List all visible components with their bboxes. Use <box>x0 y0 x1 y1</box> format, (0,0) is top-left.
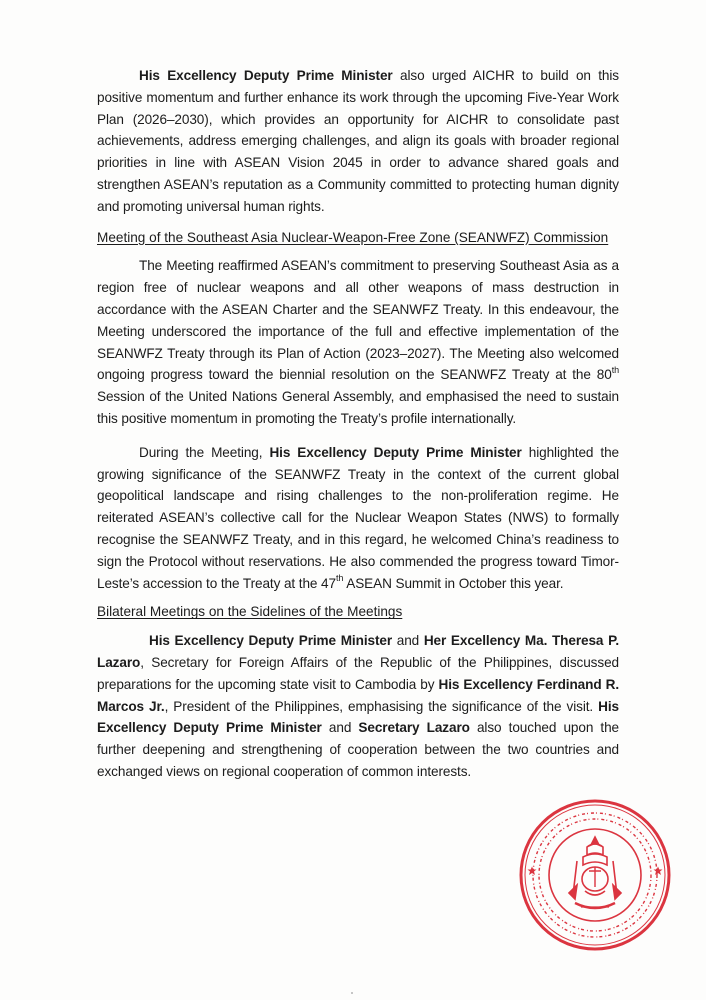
bold-title: His Excellency Deputy Prime Minister <box>139 68 393 83</box>
paragraph-text: Session of the United Nations General Assembly, and emphasised the need to sustain this positive momentum in promoting the Treaty’s profile internationally. <box>97 389 619 426</box>
bold-title: His Excellency Deputy Prime Minister <box>269 444 522 460</box>
paragraph-text: also urged AICHR to build on this positive momentum and further enhance its work through the upcoming Five-Year Work Plan (2026–2030), which provides an opportunity for AICHR to consolidate past achievements, address emerging challenges, and align its goals with broader regional priorities in line with ASEAN Vision 2045 in order to advance shared goals and strengthen ASEAN’s reputation as a Community committed to protecting human dignity and promoting universal human rights. <box>97 68 620 214</box>
official-seal-icon <box>515 795 675 955</box>
paragraph-text: , Secretary for Foreign Affairs of the Republic of the Philippines, discussed preparations for the upcoming state visit to Cambodia by <box>97 654 619 692</box>
paragraph-text: During the Meeting, <box>139 444 270 460</box>
paragraph-text: and <box>321 720 359 736</box>
page-mark <box>351 992 353 994</box>
bold-title: Her Excellency Ma. Theresa P. Lazaro <box>97 633 619 670</box>
bold-title: His Excellency Deputy Prime Minister <box>97 698 619 736</box>
paragraph-seanwfz-highlights <box>97 442 619 595</box>
superscript: th <box>335 573 344 583</box>
paragraph-aichr <box>97 65 619 218</box>
document-body <box>97 65 619 783</box>
superscript: th <box>611 364 619 375</box>
bold-title: Secretary Lazaro <box>358 720 470 736</box>
bold-title: His Excellency Ferdinand R. Marcos Jr. <box>97 676 619 714</box>
paragraph-seanwfz-meeting <box>97 255 619 429</box>
section-heading-bilateral: Bilateral Meetings on the Sidelines of the Meetings <box>97 604 403 620</box>
paragraph-bilateral <box>97 630 619 783</box>
bold-title: His Excellency Deputy Prime Minister <box>149 633 393 649</box>
paragraph-text: ASEAN Summit in October this year. <box>343 575 564 591</box>
paragraph-text: The Meeting reaffirmed ASEAN’s commitment to preserving Southeast Asia as a region free of nuclear weapons and all other weapons of mass destruction in accordance with the ASEAN Charter and the SEANWFZ Treaty. In this endeavour, the Meeting underscored the importance of the full and effective implementation of the SEANWFZ Treaty through its Plan of Action (2023–2027). The Meeting also welcomed ongoing progress toward the biennial resolution on the SEANWFZ Treaty at the 80 <box>97 258 619 383</box>
paragraph-text: also touched upon the further deepening and strengthening of cooperation between the two countries and exchanged views on regional cooperation of common interests. <box>97 720 620 779</box>
paragraph-text: highlighted the growing significance of the SEANWFZ Treaty in the context of the current global geopolitical landscape and rising challenges to the non-proliferation regime. He reiterated ASEAN’s collective call for the Nuclear Weapon States (NWS) to formally recognise the SEANWFZ Treaty, and in this regard, he welcomed China’s readiness to sign the Protocol without reservations. He also commended the progress toward Timor-Leste’s accession to the Treaty at the 47 <box>97 444 620 591</box>
paragraph-text: and <box>392 633 424 649</box>
section-heading-seanwfz: Meeting of the Southeast Asia Nuclear-Weapon-Free Zone (SEANWFZ) Commission <box>97 229 609 245</box>
paragraph-text: , President of the Philippines, emphasising the significance of the visit. <box>164 698 599 714</box>
